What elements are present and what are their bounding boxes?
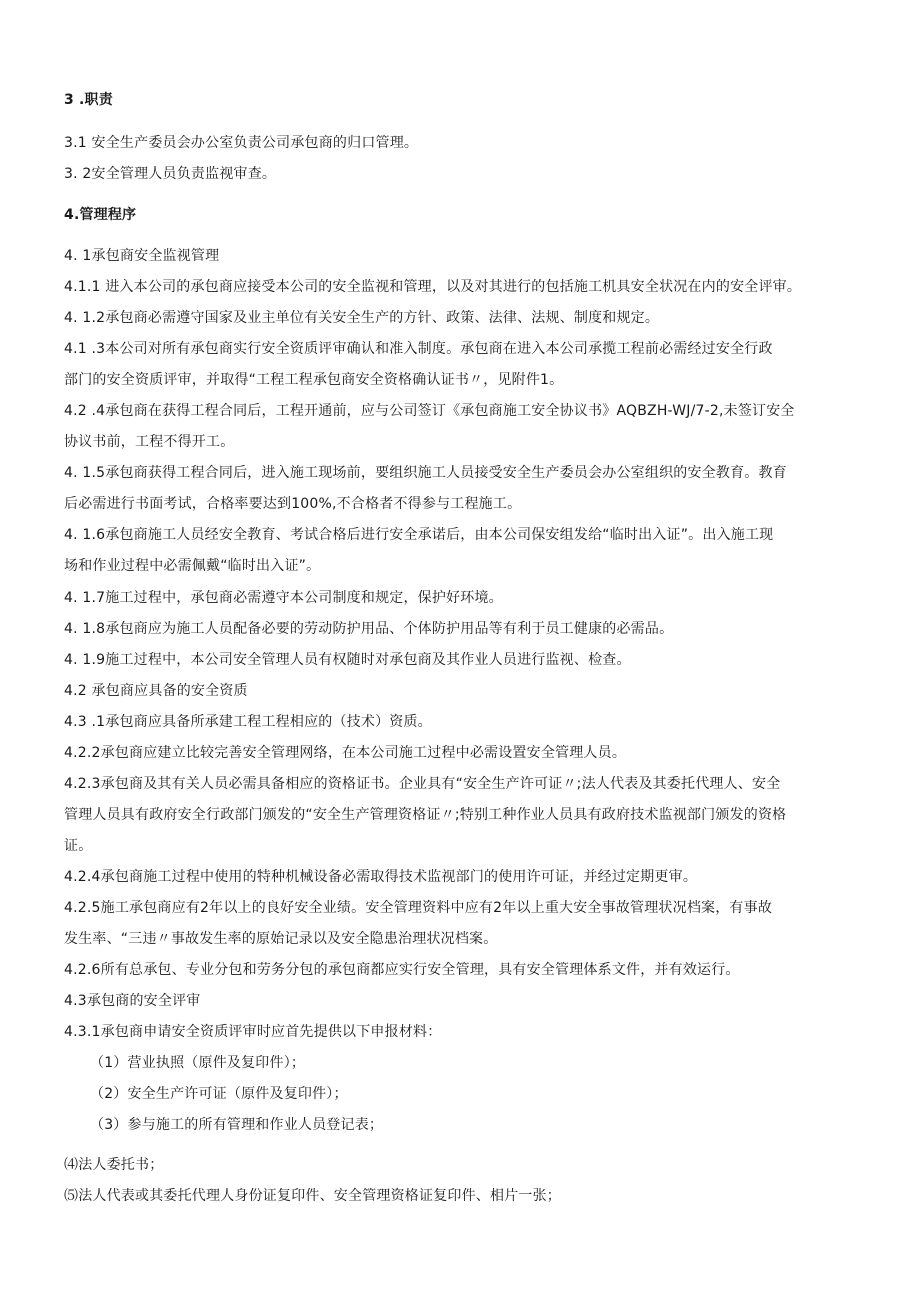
text-line: 4.3 .1承包商应具备所承建工程工程相应的（技术）资质。 [64, 714, 432, 730]
text-line: 3.1 安全生产委员会办公室负责公司承包商的归口管理。 [64, 135, 419, 151]
text-line: 4. 1.8承包商应为施工人员配备必要的劳动防护用品、个体防护用品等有利于员工健康的必需品。 [64, 621, 674, 637]
text-line: 4.2.5施工承包商应有2年以上的良好安全业绩。安全管理资料中应有2年以上重大安全事故管理状况档案，有事故 [64, 900, 773, 916]
text-line: 4. 1.6承包商施工人员经安全教育、考试合格后进行安全承诺后，由本公司保安组发给“临时出入证”。出入施工现 [64, 527, 774, 543]
list-item: （2）安全生产许可证（原件及复印件）； [90, 1086, 348, 1102]
section-heading-3: 3 .职责 [64, 92, 113, 108]
subsection-heading: 4.3承包商的安全评审 [64, 993, 201, 1009]
text-line: 场和作业过程中必需佩戴“临时出入证”。 [64, 558, 321, 574]
subsection-heading: 4.2 承包商应具备的安全资质 [64, 683, 248, 699]
text-line: 协议书前，工程不得开工。 [64, 434, 235, 450]
text-line: 4.2.6所有总承包、专业分包和劳务分包的承包商都应实行安全管理，具有安全管理体系文件，并有效运行。 [64, 962, 740, 978]
text-line: 发生率、“三违〃事故发生率的原始记录以及安全隐患治理状况档案。 [64, 931, 498, 947]
text-line: 4. 1.9施工过程中，本公司安全管理人员有权随时对承包商及其作业人员进行监视、检查。 [64, 652, 631, 668]
text-line: 部门的安全资质评审，并取得“工程工程承包商安全资格确认证书〃，见附件1。 [64, 372, 564, 388]
text-line: 证。 [64, 838, 93, 854]
text-line: 4.1 .3本公司对所有承包商实行安全资质评审确认和准入制度。承包商在进入本公司承揽工程前必需经过安全行政 [64, 341, 773, 357]
subsection-heading: 4. 1承包商安全监视管理 [64, 248, 220, 264]
list-item: （1）营业执照（原件及复印件）； [90, 1055, 306, 1071]
text-line: 4. 1.7施工过程中，承包商必需遵守本公司制度和规定，保护好环境。 [64, 590, 503, 606]
text-line: 4. 1.2承包商必需遵守国家及业主单位有关安全生产的方针、政策、法律、法规、制度和规定。 [64, 310, 660, 326]
text-line: 3. 2安全管理人员负责监视审查。 [64, 166, 277, 182]
list-item: ⑸法人代表或其委托代理人身份证复印件、安全管理资格证复印件、相片一张； [64, 1188, 561, 1204]
text-line: 后必需进行书面考试，合格率要达到100%,不合格者不得参与工程施工。 [64, 496, 522, 512]
text-line: 4.2 .4承包商在获得工程合同后，工程开通前，应与公司签订《承包商施工安全协议书》AQBZH-WJ/7-2,未签订安全 [64, 403, 795, 419]
text-line: 4. 1.5承包商获得工程合同后，进入施工现场前，要组织施工人员接受安全生产委员会办公室组织的安全教育。教育 [64, 465, 787, 481]
text-line: 4.2.4承包商施工过程中使用的特种机械设备必需取得技术监视部门的使用许可证，并经过定期更审。 [64, 869, 698, 885]
list-item: ⑷法人委托书； [64, 1157, 164, 1173]
text-line: 4.3.1承包商申请安全资质评审时应首先提供以下申报材料： [64, 1024, 442, 1040]
text-line: 4.2.3承包商及其有关人员必需具备相应的资格证书。企业具有“安全生产许可证〃;法人代表及其委托代理人、安全 [64, 776, 781, 792]
section-heading-4: 4.管理程序 [64, 207, 137, 223]
text-line: 4.1.1 进入本公司的承包商应接受本公司的安全监视和管理，以及对其进行的包括施工机具安全状况在内的安全评审。 [64, 279, 802, 295]
list-item: （3）参与施工的所有管理和作业人员登记表； [90, 1117, 384, 1133]
text-line: 管理人员具有政府安全行政部门颁发的“安全生产管理资格证〃;特别工种作业人员具有政府技术监视部门颁发的资格 [64, 807, 787, 823]
text-line: 4.2.2承包商应建立比较完善安全管理网络，在本公司施工过程中必需设置安全管理人员。 [64, 745, 627, 761]
